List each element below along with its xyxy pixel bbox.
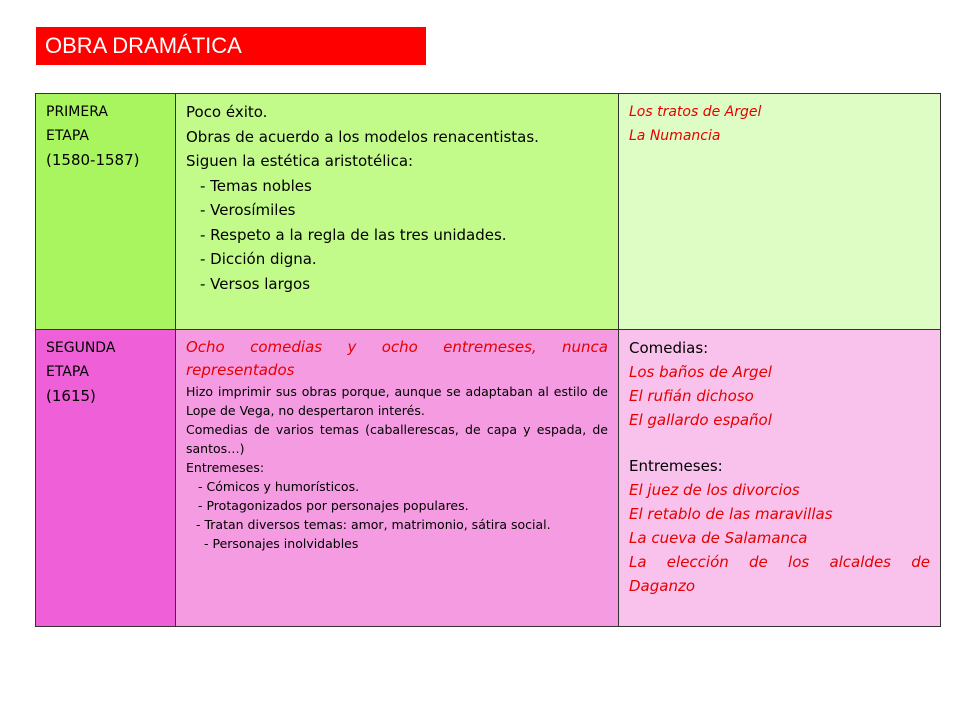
work-title: Los tratos de Argel [629, 104, 762, 120]
stage-works-cell [619, 330, 941, 627]
table-row [36, 330, 941, 627]
feature-bullet: - Dicción digna. [200, 250, 317, 268]
feature-heading [186, 336, 608, 382]
work-title: El rufián dichoso [629, 387, 754, 405]
works-label: Entremeses: [629, 457, 723, 475]
feature-line: Obras de acuerdo a los modelos renacentistas. [186, 127, 539, 146]
stage-years: (1615) [46, 387, 96, 405]
feature-bullet: - Tratan diversos temas: amor, matrimonio, sátira social. [196, 517, 551, 532]
feature-paragraph: Hizo imprimir sus obras porque, aunque se adaptaban al estilo de Lope de Vega, no despertaron interés. [186, 384, 608, 418]
feature-line: Siguen la estética aristotélica: [186, 152, 414, 170]
stage-name-cell [36, 94, 176, 330]
feature-paragraph: Comedias de varios temas (caballerescas, de capa y espada, de santos…) [186, 422, 608, 456]
feature-bullet: - Respeto a la regla de las tres unidades. [200, 225, 507, 244]
feature-details [186, 382, 608, 553]
stage-name-line: ETAPA [46, 128, 90, 144]
table-row [36, 94, 941, 330]
stage-name-cell [36, 330, 176, 627]
feature-bullet: - Cómicos y humorísticos. [198, 479, 360, 494]
work-title: El gallardo español [629, 411, 772, 429]
work-title: La elección de los alcaldes de [629, 553, 930, 571]
work-title: La Numancia [629, 128, 721, 144]
work-title: El juez de los divorcios [629, 481, 800, 499]
feature-bullet: - Verosímiles [200, 201, 296, 219]
feature-heading-line: Ocho comedias y ocho entremeses, nunca [186, 338, 608, 356]
work-title: Daganzo [629, 577, 696, 595]
feature-heading-line: representados [186, 361, 295, 379]
stage-name-line: PRIMERA [46, 104, 108, 120]
feature-line: Entremeses: [186, 460, 265, 475]
works-label: Comedias: [629, 339, 709, 357]
spacer [629, 432, 930, 454]
stage-features-cell [176, 330, 619, 627]
stages-table [35, 93, 941, 627]
feature-line: Poco éxito. [186, 103, 268, 121]
page-title: OBRA DRAMÁTICA [36, 27, 426, 65]
stage-works-cell [619, 94, 941, 330]
feature-bullet: - Protagonizados por personajes populares. [198, 498, 469, 513]
work-title: El retablo de las maravillas [629, 505, 833, 523]
feature-bullet: - Versos largos [200, 274, 311, 293]
stage-features-cell [176, 94, 619, 330]
work-title: Los baños de Argel [629, 363, 772, 381]
feature-bullet: - Personajes inolvidables [204, 536, 359, 551]
stage-name-line: ETAPA [46, 364, 90, 380]
stage-years: (1580-1587) [46, 151, 140, 169]
stage-name-line: SEGUNDA [46, 340, 116, 356]
work-title: La cueva de Salamanca [629, 529, 808, 547]
feature-bullet: - Temas nobles [200, 176, 312, 195]
